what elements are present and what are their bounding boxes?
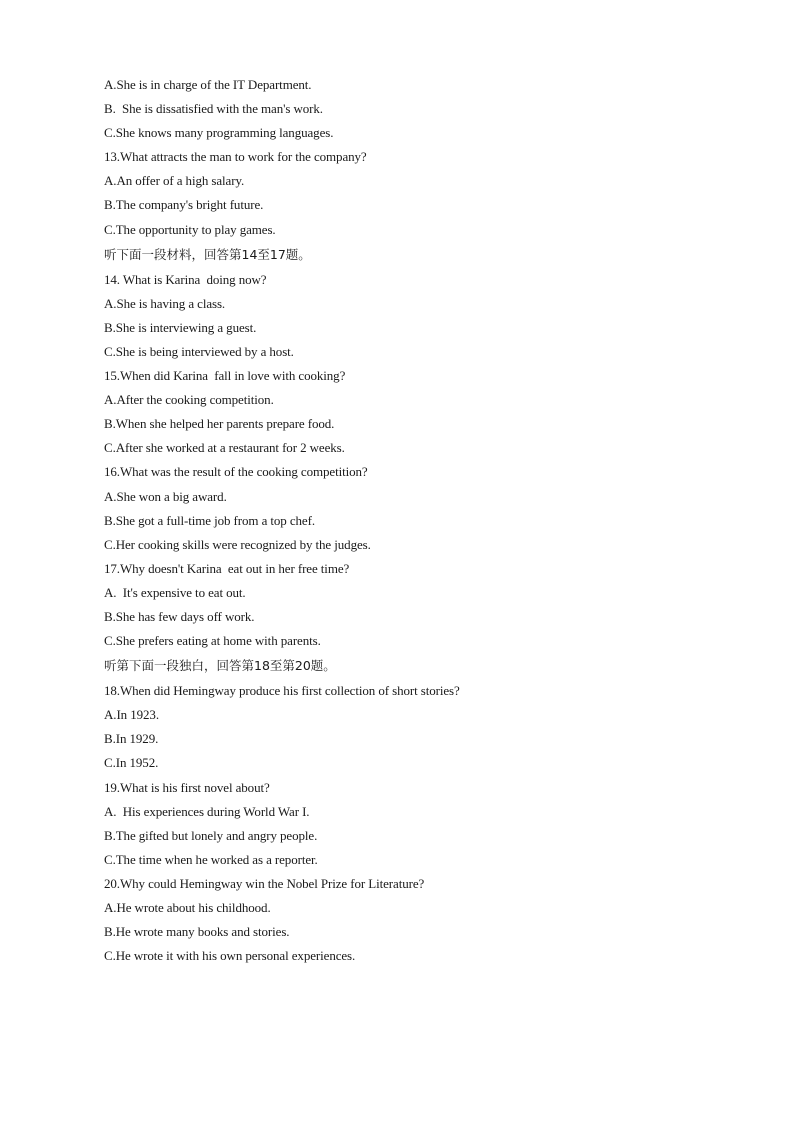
answer-option: A. His experiences during World War I. <box>104 803 310 819</box>
answer-option: C.The time when he worked as a reporter. <box>104 851 318 867</box>
answer-option: C.She knows many programming languages. <box>104 125 334 141</box>
answer-option: A.He wrote about his childhood. <box>104 900 271 915</box>
question-text: 13.What attracts the man to work for the company? <box>104 149 367 165</box>
answer-option: C.She is being interviewed by a host. <box>104 343 294 359</box>
document-body <box>104 75 704 970</box>
answer-option: B.She is interviewing a guest. <box>104 319 257 335</box>
answer-option: C.The opportunity to play games. <box>104 221 276 237</box>
answer-option: B.She got a full-time job from a top chef. <box>104 512 315 528</box>
answer-option: C.He wrote it with his own personal experiences. <box>104 948 356 964</box>
answer-option: B.He wrote many books and stories. <box>104 924 290 940</box>
answer-option: C.She prefers eating at home with parents. <box>104 633 321 649</box>
answer-option: B.The company's bright future. <box>104 197 264 213</box>
answer-option: A. It's expensive to eat out. <box>104 584 246 600</box>
answer-option: A.She is in charge of the IT Department. <box>104 77 312 92</box>
answer-option: B.The gifted but lonely and angry people. <box>104 827 318 843</box>
answer-option: C.After she worked at a restaurant for 2 weeks. <box>104 440 345 456</box>
answer-option: B.In 1929. <box>104 731 159 747</box>
answer-option: A.After the cooking competition. <box>104 392 274 408</box>
question-text: 16.What was the result of the cooking competition? <box>104 464 368 480</box>
question-text: 19.What is his first novel about? <box>104 779 270 795</box>
answer-option: B.When she helped her parents prepare food. <box>104 416 335 432</box>
answer-option: C.Her cooking skills were recognized by the judges. <box>104 536 371 552</box>
section-instruction: 听第下面一段独白，回答第18至第20题。 <box>104 658 336 674</box>
section-instruction: 听下面一段材料，回答第14至17题。 <box>104 246 311 262</box>
answer-option: A.In 1923. <box>104 707 159 723</box>
answer-option: A.She won a big award. <box>104 488 227 504</box>
question-text: 18.When did Hemingway produce his first collection of short stories? <box>104 683 460 699</box>
answer-option: A.An offer of a high salary. <box>104 173 245 189</box>
answer-option: A.She is having a class. <box>104 295 226 311</box>
question-text: 14. What is Karina doing now? <box>104 271 267 287</box>
question-text: 17.Why doesn't Karina eat out in her free time? <box>104 560 350 576</box>
answer-option: B. She is dissatisfied with the man's work. <box>104 101 323 117</box>
answer-option: B.She has few days off work. <box>104 608 255 624</box>
answer-option: C.In 1952. <box>104 755 159 771</box>
question-text: 20.Why could Hemingway win the Nobel Prize for Literature? <box>104 875 425 891</box>
question-text: 15.When did Karina fall in love with cooking? <box>104 368 346 384</box>
